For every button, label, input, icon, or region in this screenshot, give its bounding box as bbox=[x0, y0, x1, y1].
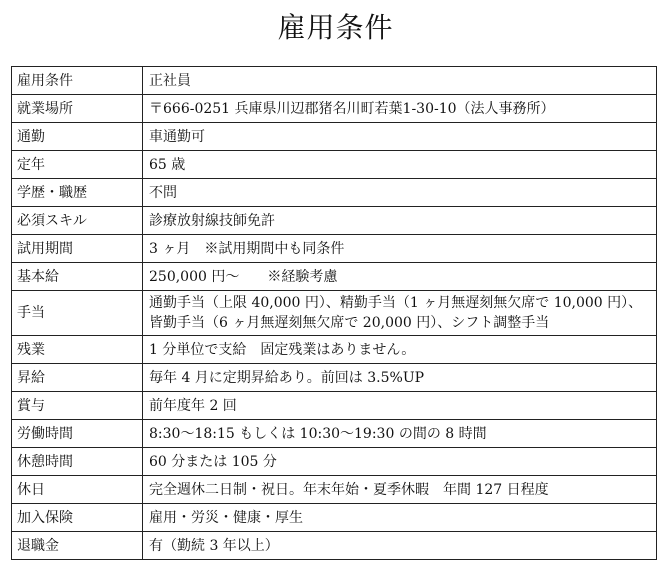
row-label: 加入保険 bbox=[12, 504, 143, 532]
table-row bbox=[12, 263, 657, 291]
row-value: 60 分または 105 分 bbox=[143, 448, 657, 476]
row-label: 手当 bbox=[12, 291, 143, 336]
row-label: 基本給 bbox=[12, 263, 143, 291]
table-row bbox=[12, 448, 657, 476]
row-value: 雇用・労災・健康・厚生 bbox=[143, 504, 657, 532]
row-label: 残業 bbox=[12, 336, 143, 364]
table-row bbox=[12, 179, 657, 207]
row-value: 毎年 4 月に定期昇給あり。前回は 3.5%UP bbox=[143, 364, 657, 392]
row-value: 250,000 円～ ※経験考慮 bbox=[143, 263, 657, 291]
row-label: 通勤 bbox=[12, 123, 143, 151]
row-value: 8:30～18:15 もしくは 10:30～19:30 の間の 8 時間 bbox=[143, 420, 657, 448]
row-label: 賞与 bbox=[12, 392, 143, 420]
row-value: 有（勤続 3 年以上） bbox=[143, 532, 657, 560]
row-label: 就業場所 bbox=[12, 95, 143, 123]
table-row bbox=[12, 151, 657, 179]
row-value: 通勤手当（上限 40,000 円）、精勤手当（1 ヶ月無遅刻無欠席で 10,000 円）、皆勤手当（6 ヶ月無遅刻無欠席で 20,000 円）、シフト調整手当 bbox=[143, 291, 657, 336]
table-row bbox=[12, 291, 657, 336]
row-value: 車通勤可 bbox=[143, 123, 657, 151]
employment-conditions-table bbox=[11, 66, 657, 560]
row-label: 休日 bbox=[12, 476, 143, 504]
table-row bbox=[12, 504, 657, 532]
table-row bbox=[12, 420, 657, 448]
row-value: 不問 bbox=[143, 179, 657, 207]
row-value: 完全週休二日制・祝日。年末年始・夏季休暇 年間 127 日程度 bbox=[143, 476, 657, 504]
row-label: 学歴・職歴 bbox=[12, 179, 143, 207]
row-value: 正社員 bbox=[143, 67, 657, 95]
row-label: 定年 bbox=[12, 151, 143, 179]
table-row bbox=[12, 392, 657, 420]
table-row bbox=[12, 207, 657, 235]
row-value: 65 歳 bbox=[143, 151, 657, 179]
row-label: 必須スキル bbox=[12, 207, 143, 235]
row-label: 試用期間 bbox=[12, 235, 143, 263]
row-value: 前年度年 2 回 bbox=[143, 392, 657, 420]
table-row bbox=[12, 95, 657, 123]
page-title: 雇用条件 bbox=[277, 11, 394, 44]
table-row bbox=[12, 364, 657, 392]
row-label: 昇給 bbox=[12, 364, 143, 392]
table-row bbox=[12, 476, 657, 504]
row-value: 〒666-0251 兵庫県川辺郡猪名川町若葉1-30-10（法人事務所） bbox=[143, 95, 657, 123]
table-row bbox=[12, 336, 657, 364]
row-value: 3 ヶ月 ※試用期間中も同条件 bbox=[143, 235, 657, 263]
row-label: 労働時間 bbox=[12, 420, 143, 448]
row-value: 1 分単位で支給 固定残業はありません。 bbox=[143, 336, 657, 364]
table-row bbox=[12, 235, 657, 263]
table-row bbox=[12, 532, 657, 560]
table-row bbox=[12, 67, 657, 95]
row-label: 休憩時間 bbox=[12, 448, 143, 476]
row-label: 退職金 bbox=[12, 532, 143, 560]
row-label: 雇用条件 bbox=[12, 67, 143, 95]
row-value: 診療放射線技師免許 bbox=[143, 207, 657, 235]
table-row bbox=[12, 123, 657, 151]
